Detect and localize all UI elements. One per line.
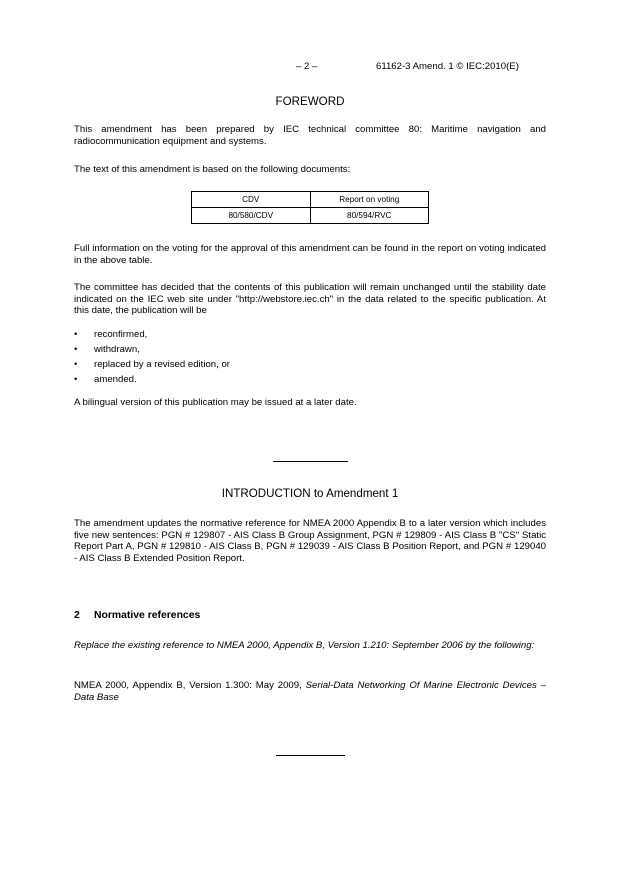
list-item: • reconfirmed, (74, 329, 148, 340)
end-rule (276, 755, 345, 756)
bullet-icon: • (74, 358, 78, 370)
normative-reference-entry (74, 680, 546, 703)
list-item: • replaced by a revised edition, or (74, 358, 230, 370)
table-cell-rvc: 80/594/RVC (310, 208, 429, 224)
section-instruction: Replace the existing reference to NMEA 2000, Appendix B, Version 1.210: September 2006 by the following: (74, 640, 535, 651)
foreword-paragraph-2: The text of this amendment is based on the following documents: (74, 164, 351, 175)
foreword-title: FOREWORD (275, 95, 345, 108)
table-header-cdv: CDV (192, 192, 311, 208)
foreword-paragraph-1: This amendment has been prepared by IEC technical committee 80: Maritime navigation and radiocommunication equipment and systems. (74, 124, 546, 147)
voting-documents-table (191, 191, 429, 224)
table-header-report: Report on voting (310, 192, 429, 208)
table-header-row (192, 192, 429, 208)
section-number: 2 (74, 610, 80, 621)
bullet-icon: • (74, 373, 78, 385)
bullet-icon: • (74, 343, 78, 355)
page-number: – 2 – (296, 61, 318, 72)
bullet-icon: • (74, 329, 78, 340)
publication-status-list (74, 329, 546, 389)
document-identifier: 61162-3 Amend. 1 © IEC:2010(E) (376, 61, 519, 72)
list-item: • amended. (74, 373, 137, 385)
introduction-paragraph: The amendment updates the normative reference for NMEA 2000 Appendix B to a later version which includes five new sentences: PGN # 129807 - AIS Class B Group Assignment, PGN # 129809 - AIS Class B "CS" Static Report Part A, PGN # 129810 - AIS Class B, PGN # 129039 - AIS Class B Position Report, and PGN # 129040 - AIS Class B Extended Position Report. (74, 518, 546, 564)
foreword-paragraph-3: Full information on the voting for the approval of this amendment can be found in the report on voting indicated in the above table. (74, 243, 546, 266)
reference-text: NMEA 2000, Appendix B, Version 1.300: May 2009, (74, 680, 306, 691)
separator-rule (273, 461, 348, 462)
foreword-paragraph-4: The committee has decided that the contents of this publication will remain unchanged until the stability date indicated on the IEC web site under "http://webstore.iec.ch" in the data related to the specific publication. At this date, the publication will be (74, 282, 546, 317)
introduction-title: INTRODUCTION to Amendment 1 (221, 487, 399, 500)
list-item: • withdrawn, (74, 343, 140, 355)
table-row (192, 208, 429, 224)
foreword-paragraph-5: A bilingual version of this publication may be issued at a later date. (74, 397, 357, 408)
section-title: Normative references (94, 610, 201, 621)
reference-title: Serial-Data Networking Of Marine Electronic Devices – Data Base (74, 680, 546, 703)
table-cell-cdv: 80/580/CDV (192, 208, 311, 224)
